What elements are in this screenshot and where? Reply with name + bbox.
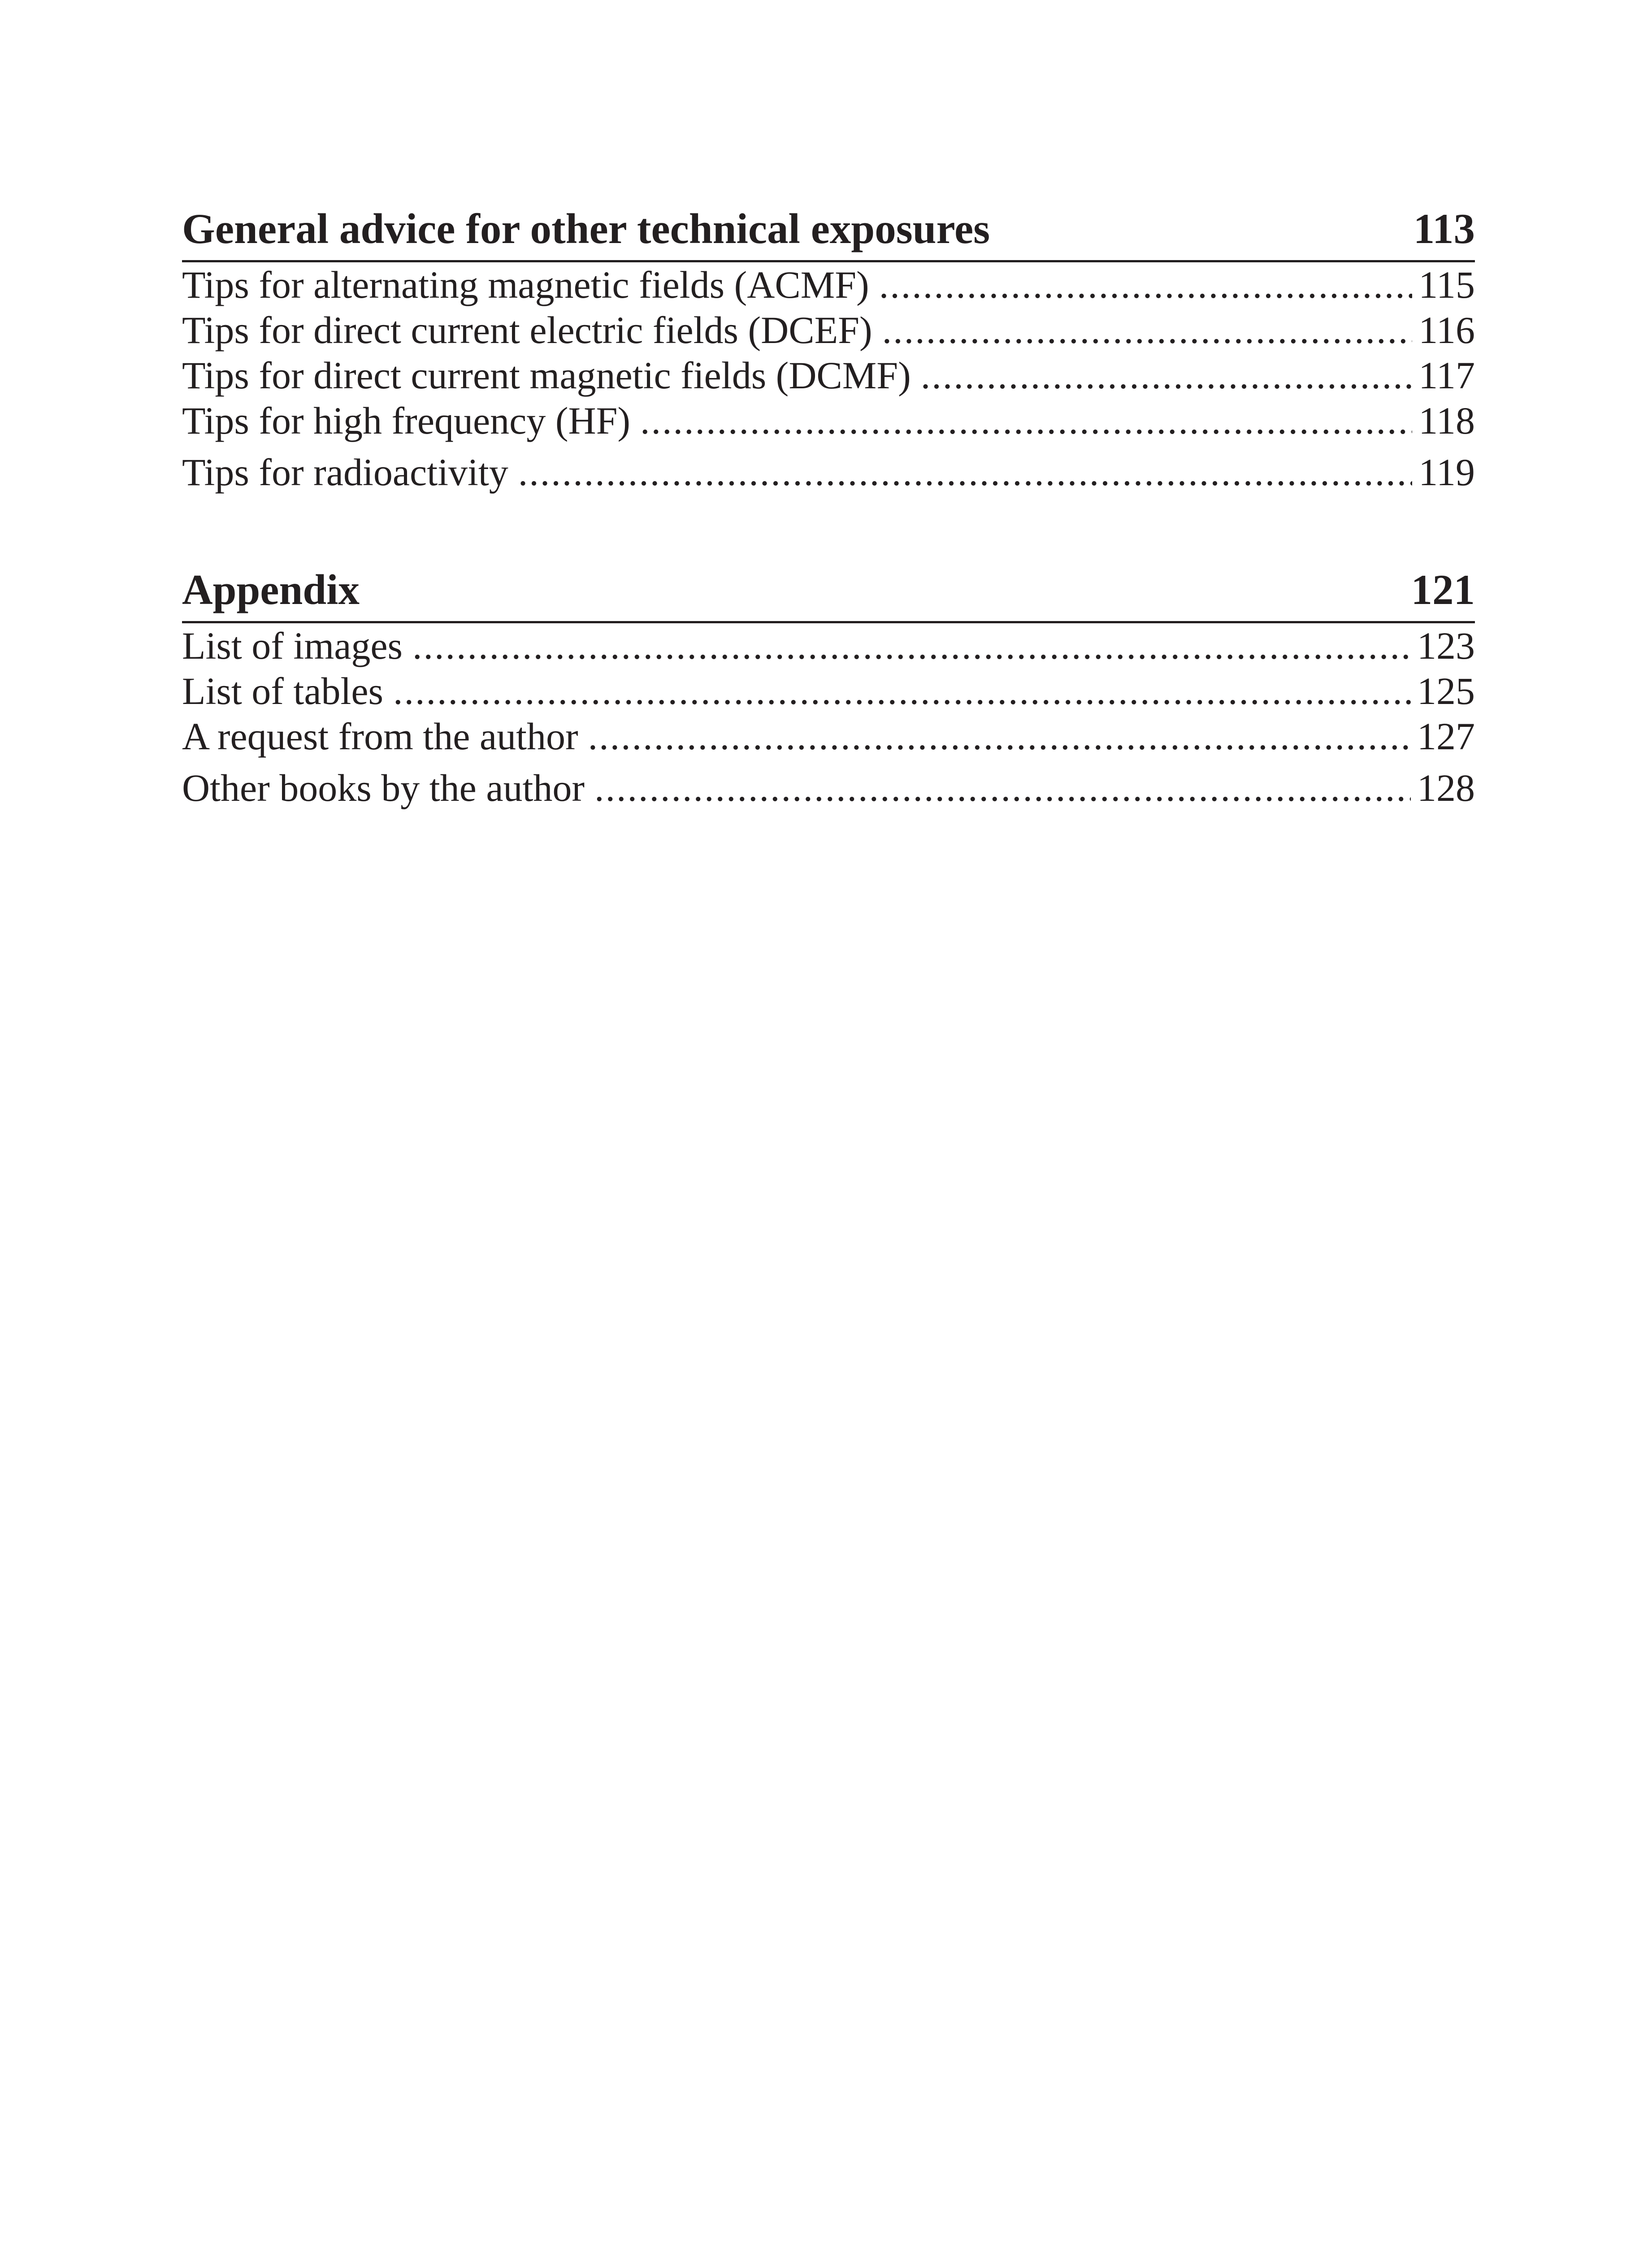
- entry-title: Tips for radioactivity: [182, 451, 508, 494]
- entry-page-number: 127: [1417, 715, 1475, 758]
- dot-leader: [518, 450, 1412, 495]
- dot-leader: [921, 353, 1412, 398]
- section-page-number: 121: [1411, 566, 1475, 613]
- toc-entry: [182, 714, 1475, 759]
- toc-entry: [182, 765, 1475, 811]
- toc-section-general-advice: [182, 202, 1475, 495]
- dot-leader: [594, 765, 1411, 811]
- entry-page-number: 115: [1418, 263, 1475, 306]
- entry-title: Tips for alternating magnetic fields (ACMF): [182, 263, 869, 306]
- entry-page-number: 116: [1418, 308, 1475, 352]
- dot-leader: [640, 398, 1412, 443]
- dot-leader: [588, 714, 1411, 759]
- entry-page-number: 128: [1417, 766, 1475, 809]
- toc-entry: [182, 353, 1475, 398]
- dot-leader: [393, 669, 1411, 714]
- section-heading: [182, 202, 1475, 262]
- entry-page-number: 119: [1418, 451, 1475, 494]
- toc-entry: [182, 262, 1475, 308]
- section-title: Appendix: [182, 566, 360, 613]
- dot-leader: [412, 623, 1411, 669]
- toc-entry: [182, 398, 1475, 443]
- entry-page-number: 123: [1417, 624, 1475, 667]
- toc-entry: [182, 623, 1475, 669]
- section-title: General advice for other technical exposures: [182, 205, 990, 252]
- entry-title: Other books by the author: [182, 766, 585, 809]
- entry-title: Tips for direct current magnetic fields (DCMF): [182, 354, 911, 397]
- toc-section-appendix: [182, 563, 1475, 811]
- dot-leader: [879, 262, 1413, 308]
- entry-page-number: 118: [1418, 399, 1475, 442]
- entry-page-number: 117: [1418, 354, 1475, 397]
- entry-title: List of tables: [182, 669, 384, 713]
- entry-title: A request from the author: [182, 715, 578, 758]
- entry-title: Tips for high frequency (HF): [182, 399, 631, 442]
- entry-title: Tips for direct current electric fields (DCEF): [182, 308, 872, 352]
- section-heading: [182, 563, 1475, 623]
- entry-title: List of images: [182, 624, 403, 667]
- dot-leader: [882, 308, 1413, 353]
- toc-entry: [182, 308, 1475, 353]
- entry-page-number: 125: [1417, 669, 1475, 713]
- section-page-number: 113: [1413, 205, 1475, 252]
- toc-entry: [182, 669, 1475, 714]
- toc-entry: [182, 450, 1475, 495]
